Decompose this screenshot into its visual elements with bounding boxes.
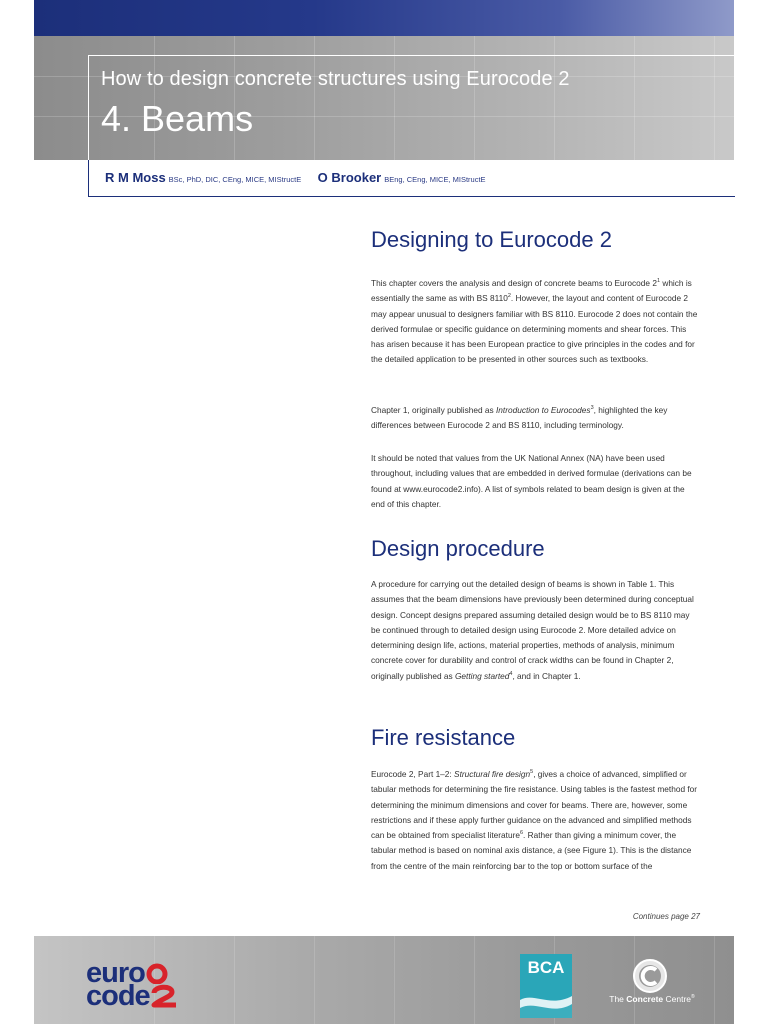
bca-wave-icon — [520, 990, 572, 1018]
concrete-centre-name: The Concrete Centre® — [609, 994, 695, 1004]
chapter-title: 4. Beams — [101, 98, 254, 139]
paragraph-procedure-1: A procedure for carrying out the detailed design of beams is shown in Table 1. This assumes that the beam dimensions have previously been determined during conceptual design. Concept designs prepared assuming detailed design would be to BS 8110 may be continued through to detailed design using Eurocode 2. More detailed advice on determining design life, actions, material properties, methods of analysis, minimum concrete cover for durability and control of crack widths can be found in Chapter 2, originally published as Getting started$^4$, and in Chapter 1. — [371, 579, 694, 681]
section-heading-designing: Designing to Eurocode 2 — [371, 227, 612, 252]
header-frame-line — [88, 55, 734, 56]
paragraph-designing-3: It should be noted that values from the UK National Annex (NA) have been used throughout, including values that are embedded in derived formulae (derivations can be found at www.eurocode2.info). A list of symbols related to beam design is given at the end of this chapter. — [371, 453, 692, 509]
page-margin-left — [0, 0, 34, 1024]
author-qualifications: BSc, PhD, DIC, CEng, MICE, MIStructE — [168, 175, 302, 184]
page-margin-right — [734, 0, 768, 1024]
section-heading-procedure: Design procedure — [371, 536, 545, 561]
eurocode2-logo: euro code — [86, 962, 180, 1008]
section-heading-fire: Fire resistance — [371, 725, 516, 750]
footer-band — [34, 936, 734, 1024]
bca-logo — [520, 954, 572, 1018]
paragraph-designing-2: Chapter 1, originally published as Introduction to Eurocodes$^3$, highlighted the key differences between Eurocode 2 and BS 8110, including terminology. — [371, 405, 668, 431]
red-two-logo-mark-icon — [150, 984, 180, 1008]
paragraph-fire-1: Eurocode 2, Part 1–2: Structural fire design$^5$, gives a choice of advanced, simplified or tabular methods for determining the fire resistance. Using tables is the fastest method for determining the minimum dimensions and cover for beams. There are, however, some restrictions and if these apply further guidance on the advanced and simplified methods can be obtained from specialist literature$^6$. Rather than giving a minimum cover, the tabular method is based on nominal axis distance, a (see Figure 1). This is the distance from the centre of the main reinforcing bar to the top or bottom surface of the — [371, 769, 698, 871]
authors-bar — [88, 160, 735, 197]
continues-note: Continues page 27 — [632, 912, 700, 921]
concrete-centre-emblem-icon — [632, 958, 668, 994]
series-title: How to design concrete structures using Eurocode 2 — [101, 68, 570, 90]
author-qualifications: BEng, CEng, MICE, MIStructE — [384, 175, 486, 184]
author-name: R M Moss — [105, 170, 166, 185]
paragraph-designing-1: This chapter covers the analysis and design of concrete beams to Eurocode $2^1$ which is essentially the same as with BS 8110$^2$. However, the layout and content of Eurocode 2 may appear unusual to designers familiar with BS 8110. Eurocode 2 does not contain the derived formulae or specific guidance on determining moments and shear forces. This has arisen because it has been European practice to give principles in the codes and for the detailed application to be presented in other sources such as textbooks. — [371, 278, 698, 365]
author-name: O Brooker — [317, 170, 382, 185]
authors — [105, 169, 498, 187]
header-top-band — [34, 0, 734, 36]
bca-label: BCA — [527, 958, 565, 977]
